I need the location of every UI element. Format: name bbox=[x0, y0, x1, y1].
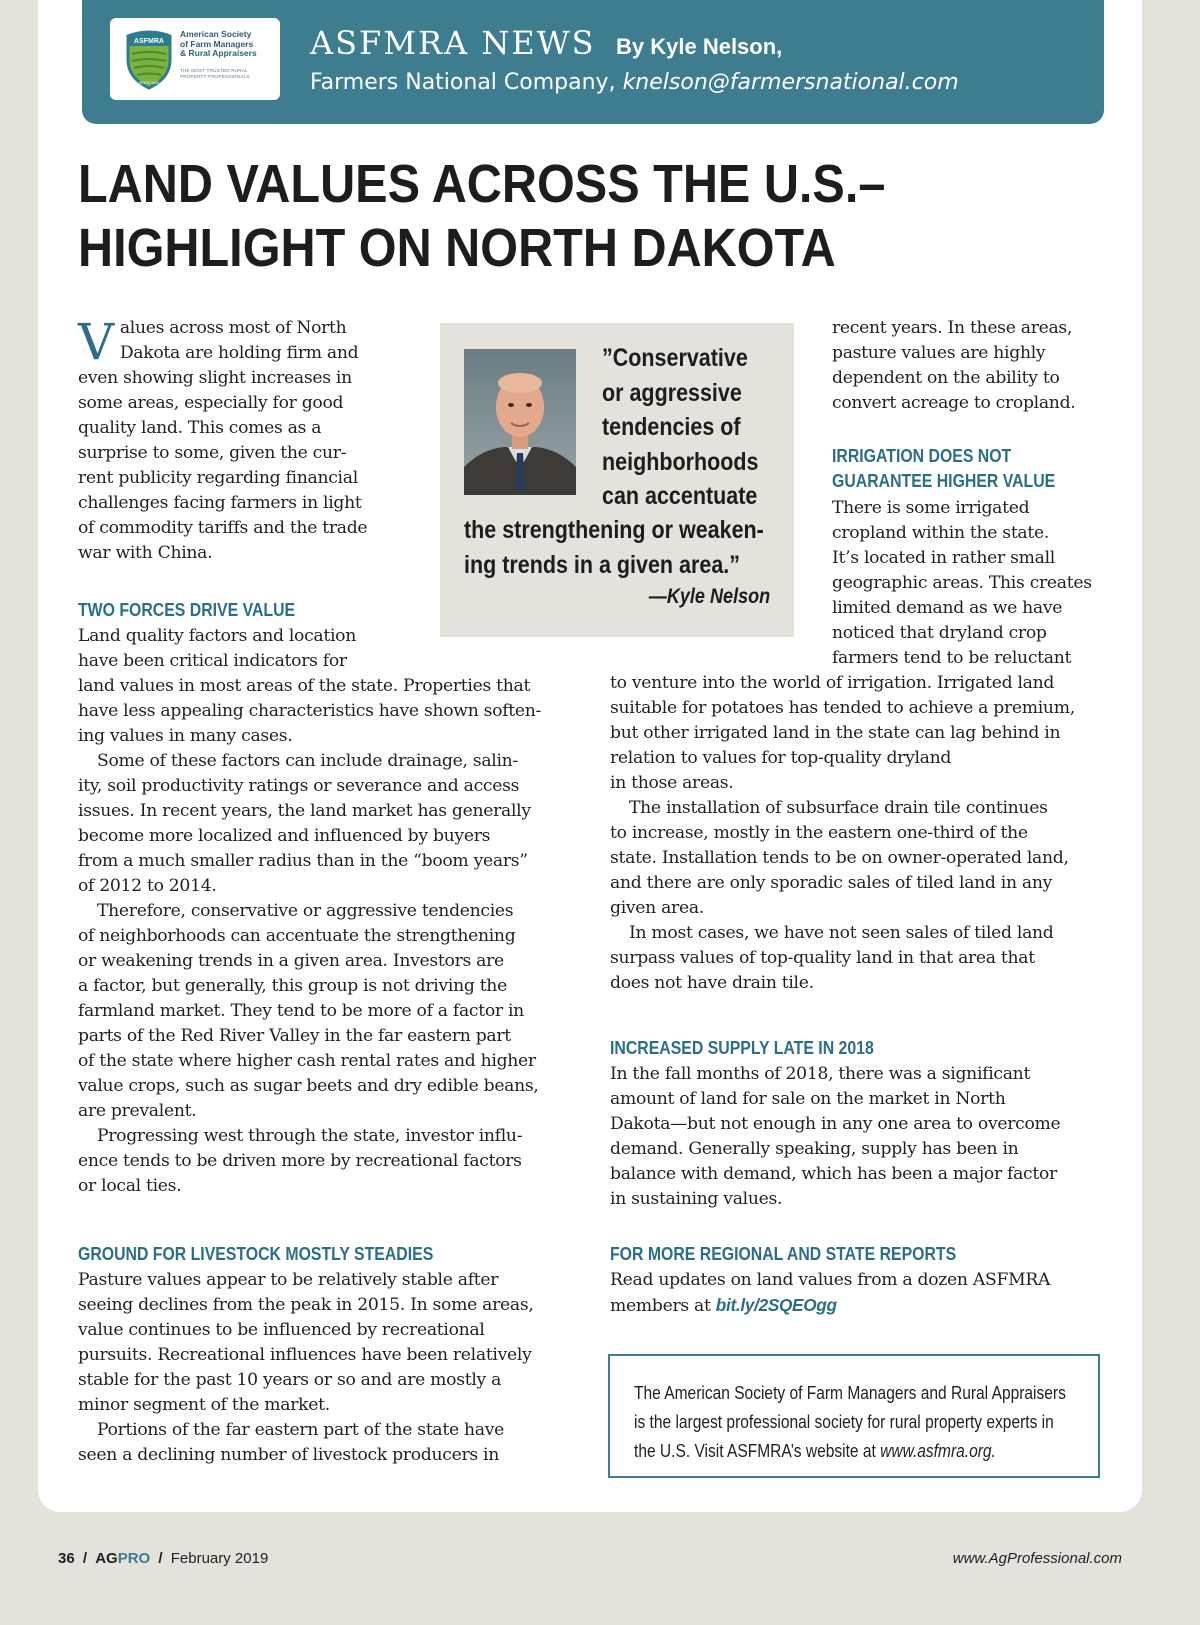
text-line: ing values in many cases. bbox=[78, 726, 293, 746]
intro-line: even showing slight increases in bbox=[78, 368, 352, 388]
section-reports-body bbox=[610, 1268, 1102, 1319]
section-two-forces-body bbox=[78, 624, 578, 1199]
text-line: but other irrigated land in the state can lag behind in bbox=[610, 723, 1061, 743]
logo-shield-text: ASFMRA bbox=[134, 38, 164, 45]
text-line: cropland within the state. bbox=[832, 523, 1050, 543]
text-line: demand. Generally speaking, supply has been in bbox=[610, 1139, 1019, 1159]
text-line: Read updates on land values from a dozen ASFMRA bbox=[610, 1270, 1051, 1290]
logo-line-2: of Farm Managers bbox=[180, 38, 254, 49]
text-line: farmland market. They tend to be more of a factor in bbox=[78, 1001, 524, 1021]
text-line: In most cases, we have not seen sales of tiled land bbox=[629, 923, 1054, 943]
intro-line: some areas, especially for good bbox=[78, 393, 344, 413]
text-line: a factor, but generally, this group is not driving the bbox=[78, 976, 507, 996]
pull-quote-text-upper bbox=[602, 341, 758, 514]
text-line: state. Installation tends to be on owner-operated land, bbox=[610, 848, 1069, 868]
text-line: recent years. In these areas, bbox=[832, 318, 1073, 338]
text-line: pursuits. Recreational influences have been relatively bbox=[78, 1345, 532, 1365]
text-line: have been critical indicators for bbox=[78, 651, 347, 671]
subhead-line: IRRIGATION DOES NOT bbox=[832, 446, 1012, 466]
intro-line: alues across most of North bbox=[119, 318, 347, 338]
intro-line: war with China. bbox=[78, 543, 213, 563]
reports-link[interactable]: bit.ly/2SQEOgg bbox=[715, 1295, 837, 1315]
text-line: have less appealing characteristics have shown soften- bbox=[78, 701, 542, 721]
text-line: or weakening trends in a given area. Investors are bbox=[78, 951, 504, 971]
folio-separator: / bbox=[158, 1550, 163, 1567]
text-line: to increase, mostly in the eastern one-third of the bbox=[610, 823, 1028, 843]
asfmra-shield-icon bbox=[124, 26, 174, 90]
text-line: dependent on the ability to bbox=[832, 368, 1060, 388]
text-line: from a much smaller radius than in the “boom years” bbox=[78, 851, 528, 871]
text-line: to venture into the world of irrigation. Irrigated land bbox=[610, 673, 1055, 693]
text-line: become more localized and influenced by buyers bbox=[78, 826, 491, 846]
text-line: amount of land for sale on the market in North bbox=[610, 1089, 1006, 1109]
section-irrigation-narrow bbox=[832, 496, 1102, 671]
text-line: minor segment of the market. bbox=[78, 1395, 330, 1415]
quote-line: the strengthening or weaken- bbox=[464, 516, 764, 544]
headline-line-1: LAND VALUES ACROSS THE U.S.– bbox=[78, 154, 886, 214]
text-line: convert acreage to cropland. bbox=[832, 393, 1076, 413]
asfmra-logo bbox=[110, 18, 280, 100]
text-line: noticed that dryland crop bbox=[832, 623, 1047, 643]
logo-wordmark bbox=[180, 30, 276, 59]
info-line: is the largest professional society for rural property experts in bbox=[634, 1411, 1054, 1432]
text-line: suitable for potatoes has tended to achieve a premium, bbox=[610, 698, 1075, 718]
publication-ag: AG bbox=[95, 1550, 118, 1567]
issue-date: February 2019 bbox=[170, 1550, 269, 1567]
intro-line: surprise to some, given the cur- bbox=[78, 443, 347, 463]
author-email-link[interactable]: knelson@farmersnational.com bbox=[622, 70, 959, 95]
text-line: value continues to be influenced by recreational bbox=[78, 1320, 485, 1340]
quote-line: ing trends in a given area.” bbox=[464, 550, 741, 579]
quote-line: can accentuate bbox=[602, 482, 758, 510]
text-line bbox=[610, 1293, 1102, 1319]
text-line: Pasture values appear to be relatively stable after bbox=[78, 1270, 499, 1290]
text-line: parts of the Red River Valley in the far eastern part bbox=[78, 1026, 511, 1046]
subhead-increased-supply: INCREASED SUPPLY LATE IN 2018 bbox=[610, 1038, 874, 1058]
text-line: of neighborhoods can accentuate the strengthening bbox=[78, 926, 516, 946]
text-line: relation to values for top-quality dryland bbox=[610, 748, 952, 768]
text-line: The installation of subsurface drain tile continues bbox=[629, 798, 1048, 818]
text-line: pasture values are highly bbox=[832, 343, 1046, 363]
article-headline bbox=[78, 152, 978, 280]
asfmra-website-link[interactable]: www.asfmra.org. bbox=[880, 1440, 996, 1461]
text-line: or local ties. bbox=[78, 1176, 182, 1196]
subhead-irrigation bbox=[832, 444, 1055, 494]
intro-paragraph bbox=[78, 313, 418, 566]
text-line: are prevalent. bbox=[78, 1101, 197, 1121]
news-header-banner bbox=[82, 0, 1104, 124]
logo-line-3: & Rural Appraisers bbox=[180, 48, 257, 58]
logo-line-1: American Society bbox=[180, 29, 252, 39]
logo-tagline-2: PROPERTY PROFESSIONALS bbox=[180, 74, 250, 79]
publication-name bbox=[95, 1550, 150, 1567]
quote-line: ”Conservative bbox=[602, 344, 748, 372]
pull-quote-attribution: —Kyle Nelson bbox=[648, 585, 770, 608]
text-line: geographic areas. This creates bbox=[832, 573, 1092, 593]
text-line: in those areas. bbox=[610, 773, 734, 793]
text-line: Some of these factors can include drainage, salin- bbox=[97, 751, 518, 771]
text-line: Progressing west through the state, investor influ- bbox=[97, 1126, 523, 1146]
intro-line: challenges facing farmers in light bbox=[78, 493, 362, 513]
section-livestock-body bbox=[78, 1268, 578, 1468]
text-line: of 2012 to 2014. bbox=[78, 876, 217, 896]
info-prefix: the U.S. Visit ASFMRA’s website at bbox=[634, 1440, 876, 1461]
author-company: Farmers National Company, bbox=[310, 70, 616, 95]
folio-separator: / bbox=[82, 1550, 88, 1567]
quote-line: neighborhoods bbox=[602, 447, 759, 476]
text-line: Portions of the far eastern part of the state have bbox=[97, 1420, 505, 1440]
quote-line: tendencies of bbox=[602, 413, 741, 441]
logo-tagline bbox=[180, 68, 276, 80]
text-line: does not have drain tile. bbox=[610, 973, 814, 993]
page-folio bbox=[58, 1550, 268, 1567]
reports-prefix: members at bbox=[610, 1296, 711, 1316]
text-line: and there are only sporadic sales of tiled land in any bbox=[610, 873, 1053, 893]
info-line bbox=[634, 1436, 1088, 1465]
text-line: in sustaining values. bbox=[610, 1189, 783, 1209]
pull-quote-box bbox=[440, 323, 794, 637]
intro-line: of commodity tariffs and the trade bbox=[78, 518, 368, 538]
drop-cap: V bbox=[78, 313, 114, 371]
subhead-more-reports: FOR MORE REGIONAL AND STATE REPORTS bbox=[610, 1244, 957, 1264]
text-line: seeing declines from the peak in 2015. In some areas, bbox=[78, 1295, 534, 1315]
subhead-ground-livestock: GROUND FOR LIVESTOCK MOSTLY STEADIES bbox=[78, 1244, 434, 1264]
text-line: surpass values of top-quality land in that area that bbox=[610, 948, 1035, 968]
author-byline: By Kyle Nelson, bbox=[616, 34, 783, 59]
section-irrigation-body bbox=[610, 671, 1102, 996]
logo-since-text: SINCE 1929 bbox=[139, 81, 159, 85]
intro-line: Dakota are holding firm and bbox=[119, 343, 359, 363]
logo-tagline-1: THE MOST TRUSTED RURAL bbox=[180, 68, 248, 73]
news-section-title: ASFMRA NEWS bbox=[310, 24, 596, 62]
headline-line-2: HIGHLIGHT ON NORTH DAKOTA bbox=[78, 218, 836, 278]
text-line: Land quality factors and location bbox=[78, 626, 356, 646]
info-line: The American Society of Farm Managers and Rural Appraisers bbox=[634, 1382, 1066, 1403]
subhead-two-forces: TWO FORCES DRIVE VALUE bbox=[78, 600, 296, 620]
intro-line: quality land. This comes as a bbox=[78, 418, 322, 438]
text-line: issues. In recent years, the land market has generally bbox=[78, 801, 531, 821]
text-line: seen a declining number of livestock producers in bbox=[78, 1445, 500, 1465]
intro-line: rent publicity regarding financial bbox=[78, 468, 358, 488]
pull-quote-text-lower bbox=[464, 513, 764, 582]
page-number: 36 bbox=[58, 1550, 75, 1567]
text-line: of the state where higher cash rental rates and higher bbox=[78, 1051, 536, 1071]
section-livestock-continued bbox=[832, 316, 1102, 416]
publication-pro: PRO bbox=[117, 1550, 151, 1567]
text-line: farmers tend to be reluctant bbox=[832, 648, 1072, 668]
author-affiliation bbox=[310, 70, 959, 95]
asfmra-info-box bbox=[608, 1354, 1100, 1478]
text-line: land values in most areas of the state. Properties that bbox=[78, 676, 531, 696]
author-portrait-photo bbox=[464, 349, 576, 495]
text-line: Dakota—but not enough in any one area to overcome bbox=[610, 1114, 1061, 1134]
text-line: Therefore, conservative or aggressive tendencies bbox=[97, 901, 514, 921]
text-line: In the fall months of 2018, there was a significant bbox=[610, 1064, 1031, 1084]
info-box-text bbox=[634, 1378, 1088, 1465]
text-line: ence tends to be driven more by recreational factors bbox=[78, 1151, 522, 1171]
text-line: value crops, such as sugar beets and dry edible beans, bbox=[78, 1076, 539, 1096]
quote-line: or aggressive bbox=[602, 378, 742, 407]
text-line: balance with demand, which has been a major factor bbox=[610, 1164, 1057, 1184]
subhead-line: GUARANTEE HIGHER VALUE bbox=[832, 471, 1056, 491]
text-line: It’s located in rather small bbox=[832, 548, 1055, 568]
text-line: ity, soil productivity ratings or severance and access bbox=[78, 776, 520, 796]
text-line: given area. bbox=[610, 898, 704, 918]
section-supply-body bbox=[610, 1062, 1102, 1212]
text-line: limited demand as we have bbox=[832, 598, 1063, 618]
text-line: There is some irrigated bbox=[832, 498, 1030, 518]
text-line: stable for the past 10 years or so and are mostly a bbox=[78, 1370, 502, 1390]
publication-website-link[interactable]: www.AgProfessional.com bbox=[952, 1550, 1122, 1567]
